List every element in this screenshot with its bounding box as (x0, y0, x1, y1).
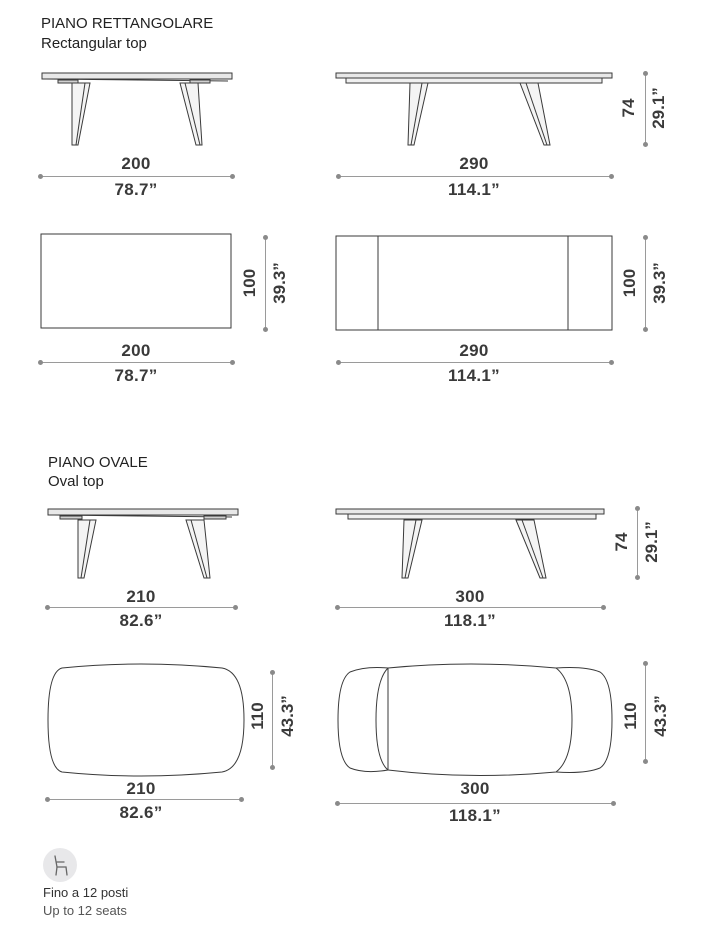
dim-dot (239, 797, 244, 802)
dim-dot (335, 801, 340, 806)
oval-depth-closed-in: 43.3” (278, 695, 297, 737)
rect-side-closed-in: 78.7” (114, 180, 158, 199)
dim-dot (230, 360, 235, 365)
dim-dot (643, 235, 648, 240)
rect-top-open-drawing (336, 236, 612, 330)
dim-line-vertical (645, 73, 646, 144)
dim-dot (45, 797, 50, 802)
dim-dot (609, 174, 614, 179)
dim-dot (635, 506, 640, 511)
dim-dot (335, 605, 340, 610)
oval-top-open-drawing (338, 664, 612, 776)
dim-dot (609, 360, 614, 365)
oval-top-open-in: 118.1” (449, 806, 501, 825)
rect-side-closed-cm: 200 (121, 154, 151, 173)
dim-line-vertical (645, 237, 646, 329)
oval-side-closed-cm: 210 (126, 587, 156, 606)
dim-dot (643, 327, 648, 332)
rect-side-closed-drawing (42, 73, 232, 145)
dim-line (338, 803, 614, 804)
dim-dot (336, 174, 341, 179)
rect-top-open-in: 114.1” (448, 366, 500, 385)
oval-side-closed-drawing (48, 509, 238, 578)
dim-dot (611, 801, 616, 806)
dim-dot (270, 765, 275, 770)
seats-label-it: Fino a 12 posti (43, 885, 129, 900)
dim-line (41, 176, 233, 177)
dim-dot (45, 605, 50, 610)
dim-dot (270, 670, 275, 675)
dim-line (338, 607, 604, 608)
rect-top-closed-in: 78.7” (114, 366, 158, 385)
oval-side-open-in: 118.1” (444, 611, 496, 630)
dim-dot (230, 174, 235, 179)
rect-top-closed-cm: 200 (121, 341, 151, 360)
dim-line-vertical (645, 663, 646, 761)
dim-dot (263, 235, 268, 240)
oval-top-open-cm: 300 (460, 779, 490, 798)
seats-label-en: Up to 12 seats (43, 903, 127, 918)
oval-section-title: PIANO OVALE (48, 454, 148, 471)
rect-depth-open-cm: 100 (620, 268, 639, 298)
dim-dot (643, 759, 648, 764)
rect-depth-closed-cm: 100 (240, 268, 259, 298)
oval-side-closed-in: 82.6” (119, 611, 163, 630)
rect-height-cm: 74 (619, 98, 638, 118)
dim-line (41, 362, 233, 363)
dim-line (48, 607, 236, 608)
rect-side-open-in: 114.1” (448, 180, 500, 199)
chair-icon (43, 848, 77, 882)
dim-line-vertical (265, 237, 266, 329)
rect-side-open-drawing (336, 73, 612, 145)
oval-side-open-drawing (336, 509, 604, 578)
rect-height-in: 29.1” (649, 87, 668, 129)
dim-dot (38, 360, 43, 365)
rect-depth-open-in: 39.3” (650, 262, 669, 304)
oval-depth-open-cm: 110 (621, 702, 640, 730)
dim-dot (38, 174, 43, 179)
rect-section-subtitle: Rectangular top (41, 35, 147, 52)
oval-depth-open-in: 43.3” (651, 695, 670, 737)
oval-top-closed-drawing (48, 664, 244, 776)
dim-dot (635, 575, 640, 580)
rect-section-title: PIANO RETTANGOLARE (41, 15, 214, 32)
oval-depth-closed-cm: 110 (248, 702, 267, 730)
oval-height-in: 29.1” (642, 521, 661, 563)
dim-line-vertical (637, 508, 638, 577)
oval-section-subtitle: Oval top (48, 473, 104, 490)
rect-depth-closed-in: 39.3” (270, 262, 289, 304)
dim-dot (263, 327, 268, 332)
rect-top-open-cm: 290 (459, 341, 489, 360)
oval-side-open-cm: 300 (455, 587, 485, 606)
dim-dot (601, 605, 606, 610)
dim-dot (336, 360, 341, 365)
oval-top-closed-in: 82.6” (119, 803, 163, 822)
dim-line (338, 176, 612, 177)
dim-dot (233, 605, 238, 610)
dim-dot (643, 142, 648, 147)
dim-line (338, 362, 612, 363)
dim-dot (643, 661, 648, 666)
dim-line (48, 799, 242, 800)
dim-dot (643, 71, 648, 76)
oval-top-closed-cm: 210 (126, 779, 156, 798)
rect-top-closed-drawing (41, 234, 231, 328)
dim-line-vertical (272, 672, 273, 768)
oval-height-cm: 74 (612, 532, 631, 552)
rect-side-open-cm: 290 (459, 154, 489, 173)
